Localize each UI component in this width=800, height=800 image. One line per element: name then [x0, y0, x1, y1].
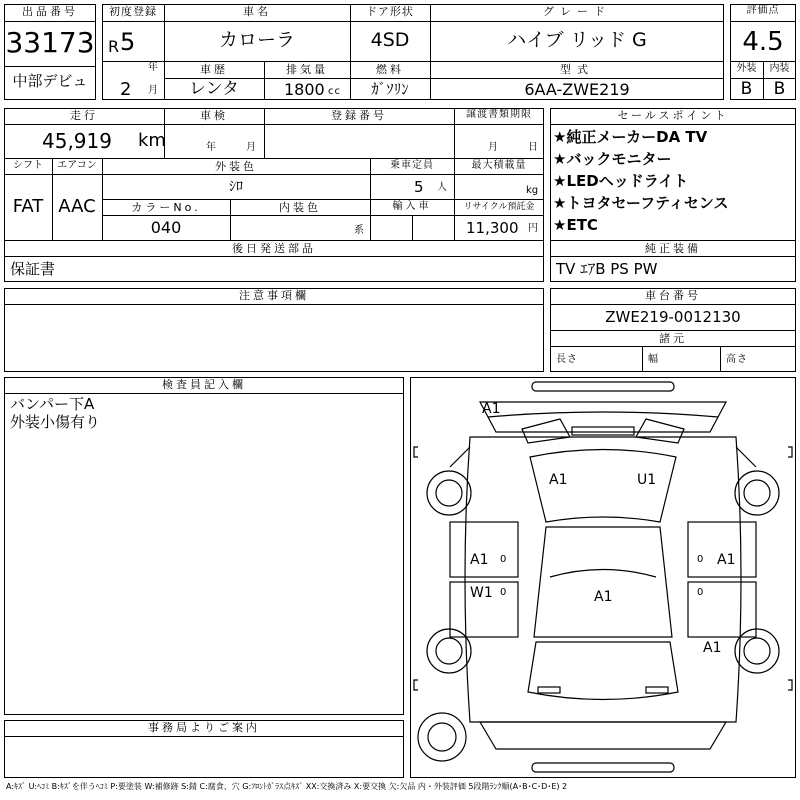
door-value: 4SD: [370, 29, 410, 51]
zero-mark: 0: [697, 587, 705, 598]
ext-label: 外装: [736, 63, 757, 74]
zero-mark: 0: [697, 554, 705, 565]
divider: [102, 61, 724, 62]
cc-unit: cc: [328, 86, 341, 97]
divider: [550, 330, 796, 331]
debut-label: 中部デビュ: [12, 72, 88, 90]
chassis-label: 車台番号: [645, 289, 701, 302]
damage-mark-right-wheel: A1: [703, 640, 722, 656]
fuel-label: 燃料: [376, 63, 404, 76]
divider: [4, 174, 544, 175]
yen-unit: 円: [528, 223, 539, 234]
grade-value: ハイブ リッド G: [507, 29, 647, 51]
era: R: [108, 37, 120, 56]
lot-number: 33173: [5, 26, 95, 59]
divider: [4, 393, 404, 394]
color-no-value: 040: [150, 218, 182, 237]
int-label: 内装: [769, 63, 790, 74]
recycle-label: リサイクル預託金: [463, 202, 535, 212]
divider: [454, 108, 455, 240]
interior-unit: 系: [354, 225, 365, 236]
divider: [4, 304, 544, 305]
divider: [4, 158, 544, 159]
doc-month-unit: 月: [488, 142, 499, 153]
divider: [550, 240, 796, 241]
legend-text: A:ｷｽﾞ U:ﾍｺﾐ B:ｷｽﾞを伴うﾍｺﾐ P:要塗装 W:補修跡 S:錆 C:腐食、穴 G:ﾌﾛﾝﾄｶﾞﾗｽ点ｷｽﾞ XX:交換済み X:要交換 欠:欠品 内・外装評価 5段階ﾗﾝｸ順(A･B･C･D･E) 2: [6, 782, 568, 791]
inspector-line: 外装小傷有り: [10, 413, 101, 431]
history-value: レンタ: [189, 79, 239, 99]
width-label: 幅: [648, 354, 659, 365]
model-code: 6AA-ZWE219: [524, 80, 630, 99]
load-label: 最大積載量: [471, 160, 527, 171]
shift-value: FAT: [12, 196, 44, 217]
divider: [4, 256, 544, 257]
door-label: ドア形状: [366, 5, 414, 18]
length-label: 長さ: [556, 354, 578, 365]
sales-points-label: セールスポイント: [617, 109, 729, 122]
ac-value: AAC: [58, 196, 96, 217]
height-label: 高さ: [726, 354, 748, 365]
divider: [642, 346, 643, 372]
int-grade: B: [773, 79, 786, 99]
import-label: 輸入車: [392, 201, 432, 212]
model-label: 車名: [243, 5, 271, 18]
recycle-value: 11,300: [466, 219, 519, 237]
insp-month-unit: 月: [246, 142, 257, 153]
divider: [550, 256, 796, 257]
damage-mark-left-front: A1: [470, 552, 489, 568]
inspector-line: バンパー下A: [10, 395, 95, 413]
divider: [4, 240, 544, 241]
zero-mark: 0: [500, 587, 508, 598]
equipment-value: TV ｴｱB PS PW: [556, 260, 658, 278]
fuel-value: ｶﾞｿﾘﾝ: [371, 80, 409, 98]
sales-point-item: ★純正メーカーDA TV: [553, 128, 708, 146]
mileage-value: 45,919: [42, 129, 112, 153]
capacity-value: 5: [414, 178, 424, 196]
interior-color-label: 内装色: [279, 201, 321, 214]
equipment-label: 純正装備: [645, 242, 701, 255]
displacement: 1800: [284, 80, 325, 99]
ext-grade: B: [740, 79, 753, 99]
year-unit: 年: [148, 62, 159, 73]
score-label: 評価点: [746, 5, 780, 16]
doc-label: 譲渡書類期限: [466, 109, 532, 120]
doc-day-unit: 日: [528, 142, 539, 153]
divider: [4, 21, 96, 22]
insp-year-unit: 年: [206, 142, 217, 153]
damage-mark-cabin: A1: [594, 589, 613, 605]
damage-mark-hood: A1: [482, 401, 501, 417]
divider: [164, 78, 724, 79]
divider: [412, 215, 413, 240]
plate-label: 登録番号: [331, 109, 387, 122]
zero-mark: 0: [500, 554, 508, 565]
ac-label: エアコン: [57, 160, 97, 171]
load-unit: kg: [526, 185, 539, 196]
model-name: カローラ: [218, 29, 295, 51]
damage-mark-windshield: A1: [549, 472, 568, 488]
disp-label: 排気量: [286, 63, 328, 76]
reg-year: 5: [120, 28, 136, 56]
divider: [102, 199, 544, 200]
damage-mark-roof: U1: [637, 472, 657, 488]
damage-mark-right-front: A1: [717, 552, 736, 568]
reg-month: 2: [120, 79, 132, 100]
km-unit: km: [138, 130, 166, 151]
divider: [550, 346, 796, 347]
later-parts-label: 後日発送部品: [232, 242, 316, 255]
divider: [720, 346, 721, 372]
sales-point-item: ★ETC: [553, 216, 598, 234]
divider: [550, 304, 796, 305]
divider: [102, 215, 544, 216]
lot-label: 出品番号: [22, 5, 78, 18]
inspection-label: 車検: [200, 109, 228, 122]
sales-point-item: ★LEDヘッドライト: [553, 172, 689, 190]
sales-point-item: ★バックモニター: [553, 150, 672, 168]
chassis-number: ZWE219-0012130: [605, 308, 741, 326]
score-value: 4.5: [742, 27, 784, 57]
mileage-label: 走行: [70, 109, 98, 122]
divider: [550, 124, 796, 125]
car-diagram-svg: [410, 377, 796, 778]
month-unit: 月: [148, 85, 159, 96]
exterior-color-label: 外装色: [215, 160, 257, 173]
shift-label: シフト: [13, 160, 43, 171]
damage-mark-left-rear: W1: [470, 585, 493, 601]
sales-point-item: ★トヨタセーフティセンス: [553, 194, 729, 212]
divider: [4, 736, 404, 737]
divider: [730, 21, 796, 22]
divider: [4, 66, 96, 67]
divider: [102, 21, 724, 22]
office-label: 事務局よりご案内: [148, 721, 260, 734]
reg-label: 初度登録: [109, 5, 157, 18]
divider: [4, 124, 544, 125]
grade-label: グレード: [543, 5, 611, 18]
notes-label: 注意事項欄: [239, 289, 309, 302]
dims-label: 諸元: [659, 332, 687, 345]
history-label: 車歴: [200, 63, 228, 76]
capacity-unit: 人: [437, 182, 448, 193]
exterior-color-value: ｼﾛ: [229, 179, 243, 195]
color-no-label: カラーNo.: [131, 201, 201, 214]
later-parts-value: 保証書: [10, 260, 56, 278]
capacity-label: 乗車定員: [390, 160, 434, 171]
type-label: 型式: [560, 63, 594, 76]
inspector-label: 検査員記入欄: [162, 378, 246, 391]
